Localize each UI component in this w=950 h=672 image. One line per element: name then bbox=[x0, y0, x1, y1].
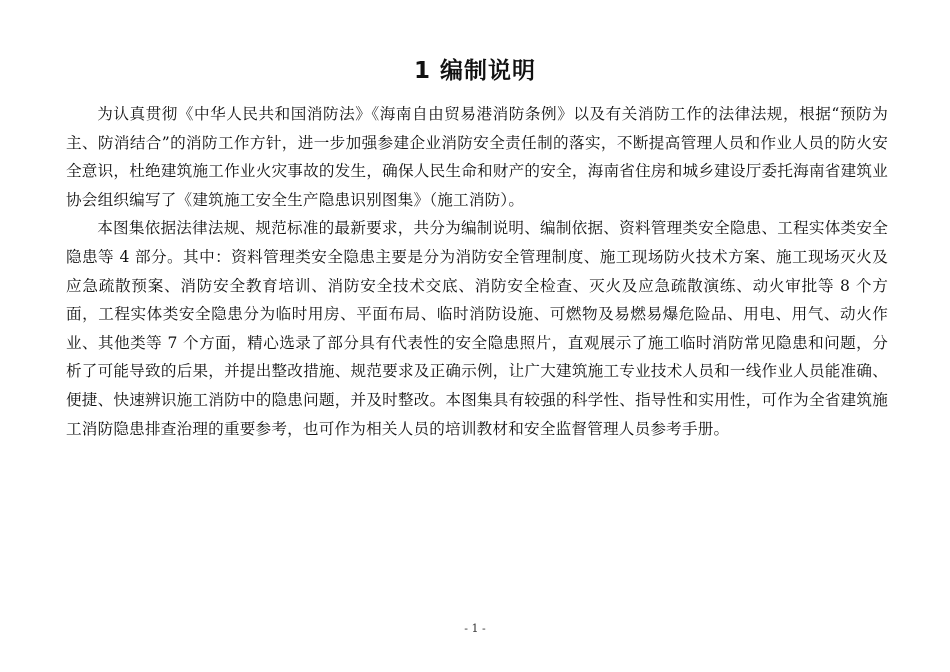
page-number: - 1 - bbox=[464, 622, 486, 635]
paragraph-2: 本图集依据法律法规、规范标准的最新要求，共分为编制说明、编制依据、资料管理类安全隐患、工程实体类安全隐患等 4 部分。其中：资料管理类安全隐患主要是分为消防安全管理制度、施工现场防火技术方案、施工现场灭火及应急疏散预案、消防安全教育培训、消防安全技术交底、消防安全检查、灭火及应急疏散演练、动火审批等 8 个方面，工程实体类安全隐患分为临时用房、平面布局、临时消防设施、可燃物及易燃易爆危险品、用电、用气、动火作业、其他类等 7 个方面，精心选录了部分具有代表性的安全隐患照片，直观展示了施工临时消防常见隐患和问题，分析了可能导致的后果，并提出整改措施、规范要求及正确示例，让广大建筑施工专业技术人员和一线作业人员能准确、便捷、快速辨识施工消防中的隐患问题，并及时整改。本图集具有较强的科学性、指导性和实用性，可作为全省建筑施工消防隐患排查治理的重要参考，也可作为相关人员的培训教材和安全监督管理人员参考手册。 bbox=[66, 219, 888, 438]
section-title: 1 编制说明 bbox=[413, 58, 536, 84]
body-text bbox=[66, 100, 888, 443]
paragraph-1: 为认真贯彻《中华人民共和国消防法》《海南自由贸易港消防条例》以及有关消防工作的法律法规，根据“预防为主、防消结合”的消防工作方针，进一步加强参建企业消防安全责任制的落实，不断提高管理人员和作业人员的防火安全意识，杜绝建筑施工作业火灾事故的发生，确保人民生命和财产的安全，海南省住房和城乡建设厅委托海南省建筑业协会组织编写了《建筑施工安全生产隐患识别图集》（施工消防）。 bbox=[66, 105, 888, 209]
